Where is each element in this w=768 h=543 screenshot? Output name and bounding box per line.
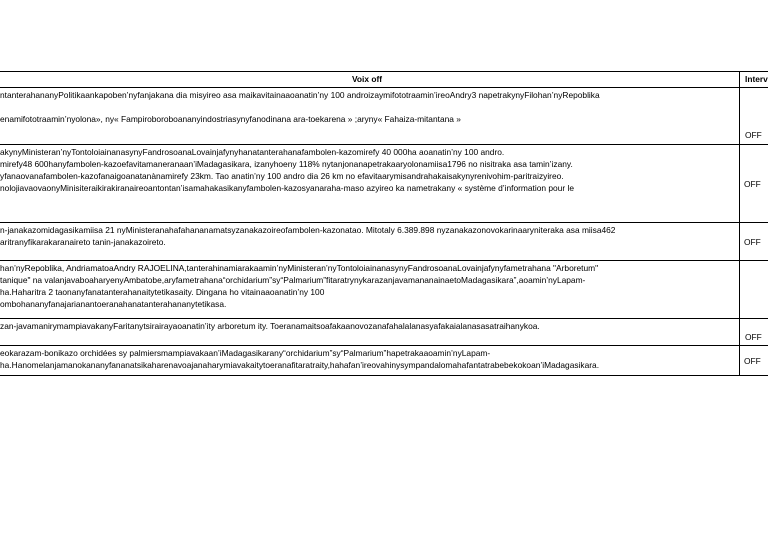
intervention-cell: [740, 145, 768, 223]
voix-off-cell: [0, 319, 740, 346]
table-row: [0, 223, 768, 261]
intervention-value: OFF: [744, 178, 761, 189]
table-row: [0, 261, 768, 319]
text-line: mirefy48 600hanyfambolen-kazoefavitamaneranaan’iMadagasikara, izanyhoeny 118% nytanjonanapetrakaaryolonamiisa1796 no nisitraka asa tamin’izany.: [0, 159, 573, 169]
intervention-cell: [740, 319, 768, 346]
text-line: aritranyfikarakaranaireto tanin-janakazoireto.: [0, 237, 166, 247]
intervention-value: OFF: [744, 236, 761, 247]
table-row: [0, 346, 768, 376]
text-line: tanique" na valanjavaboaharyenyAmbatobe,aryfametrahana“orchidarium”sy“Palmarium”fitaratrynykarazanjavamananainaetoMadagasikara”,aoamin’nyLapam-: [0, 275, 586, 285]
intervention-cell: [740, 223, 768, 261]
text-line: enamifototraamin’nyolona», ny« Fampiroboroboananyindostriasynyfanodinana ara-toekarena » ;aryny« Fahaiza-mitantana »: [0, 114, 461, 124]
text-line: ha.Hanomelanjamanokananyfananatsikaharenavoajanaharymiavakaitytoeranafitaratraity,hahafan’ireovahinysympandalomahafantatrabebekokoan’iMadagasikara.: [0, 360, 600, 370]
intervention-value: OFF: [744, 355, 761, 366]
text-line: n-janakazomidagasikamiisa 21 nyMinisteranahafahananamatsyzanakazoireofambolen-kazonatao. Mitotaly 6.389.898 nyzanakazonovokarinaaryniteraka asa miisa462: [0, 225, 616, 235]
intervention-value: OFF: [745, 332, 762, 342]
header-voix-off: Voix off: [0, 72, 740, 88]
intervention-cell: [740, 346, 768, 376]
table-header-row: [0, 72, 768, 88]
table-row: [0, 145, 768, 223]
text-line: ombohananyfanajarianantoeranahanatanterahananytetikasa.: [0, 299, 227, 309]
text-line: ha.Haharitra 2 taonanyfanatanterahanaitytetikasaity. Dingana ho vitainaaoanatin’ny 100: [0, 287, 325, 297]
voix-off-table: [0, 71, 768, 376]
intervention-value: OFF: [745, 130, 762, 140]
text-line: eokarazam-bonikazo orchidées sy palmiersmampiavakaan’iMadagasikarany“orchidarium”sy“Palmarium”hapetrakaaoamin’nyLapam-: [0, 348, 491, 358]
text-line: han’nyRepoblika, AndriamatoaAndry RAJOELINA,tanterahinamiarakaamin’nyMinisteran’nyTontoloiainanasynyFandrosoanaLovainjafynyfametrahana "Arboretum": [0, 263, 599, 273]
table-row: [0, 88, 768, 145]
voix-off-cell: [0, 261, 740, 319]
header-intervention: Interv: [740, 72, 768, 88]
voix-off-cell: [0, 88, 740, 145]
voix-off-cell: [0, 145, 740, 223]
text-line: zan-javamanirymampiavakanyFaritanytsirairayaoanatin’ity arboretum ity. Toeranamaitsoafakaanovozanafahalalanasyafakaialanasasatraihanykoa.: [0, 321, 540, 331]
table-row: [0, 319, 768, 346]
text-line: ntanterahananyPolitikaankapoben’nyfanjakana dia misyireo asa maikavitainaaoanatin’ny 100 androizaymifototraamin’ireoAndry3 napetrakynyFilohan’nyRepoblika: [0, 90, 600, 100]
intervention-cell: [740, 261, 768, 319]
text-line: nolojiavaovaonyMinisiteraikirakiranaireoantontan’isamahakasikanyfambolen-kazosyanaraha-maso azyireo ka nametrakany « système d’information pour le: [0, 183, 574, 193]
text-line: akynyMinisteran’nyTontoloiainanasynyFandrosoanaLovainjafynyhanatanterahanafambolen-kazomirefy 40 000ha aoanatin’ny 100 andro.: [0, 147, 505, 157]
voix-off-cell: [0, 346, 740, 376]
intervention-cell: [740, 88, 768, 145]
text-line: yfanaovanafambolen-kazofanaigoanatanànamirefy 23km. Tao anatin’ny 100 andro dia 26 km no efavitaarymisandrahakaisakynyrenivohim-paritraizyireo.: [0, 171, 564, 181]
voix-off-cell: [0, 223, 740, 261]
